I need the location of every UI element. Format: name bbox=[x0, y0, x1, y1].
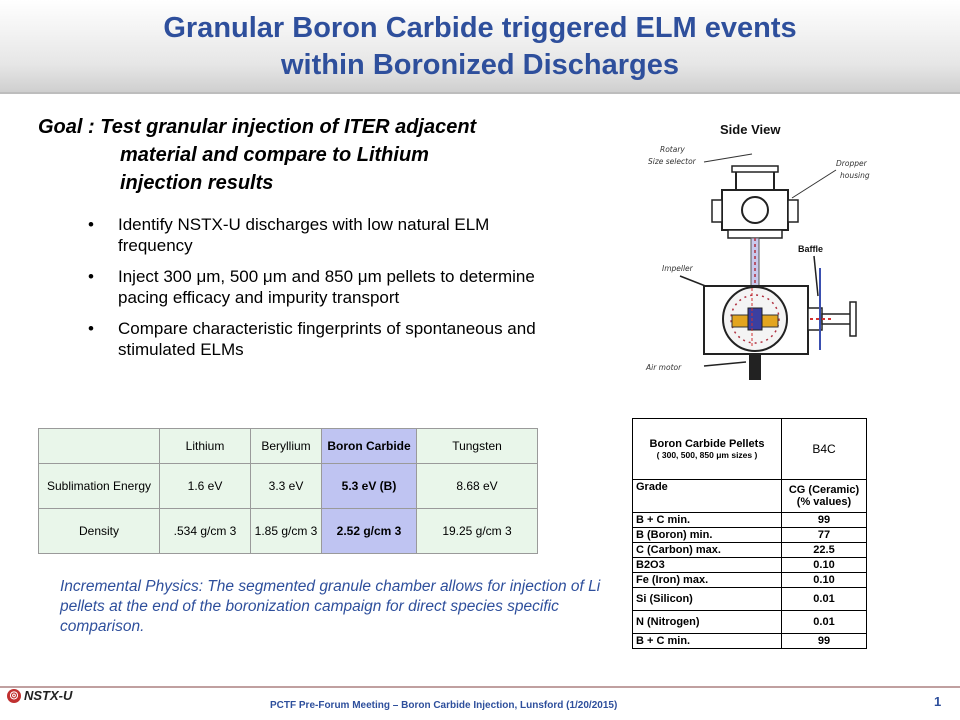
table-cell: 0.10 bbox=[782, 573, 867, 588]
material-properties-table bbox=[38, 428, 538, 554]
table-row bbox=[633, 543, 867, 558]
table-cell: 5.3 eV (B) bbox=[322, 464, 417, 509]
bullet-item: • Inject 300 μm, 500 μm and 850 μm pellets to determine pacing efficacy and impurity transport bbox=[88, 266, 568, 308]
table-header-cell: Lithium bbox=[160, 429, 251, 464]
nstx-u-logo bbox=[7, 688, 72, 703]
table-header-row bbox=[39, 429, 538, 464]
table-row-label: Sublimation Energy bbox=[39, 464, 160, 509]
table-row-label: Density bbox=[39, 509, 160, 554]
rotary-label: Rotary bbox=[660, 145, 685, 154]
table-cell: C (Carbon) max. bbox=[633, 543, 782, 558]
logo-text: NSTX-U bbox=[24, 688, 73, 703]
goal-line-3: injection results bbox=[120, 172, 274, 194]
table-cell: 77 bbox=[782, 528, 867, 543]
table-row bbox=[633, 573, 867, 588]
pellets-grade-label: Grade bbox=[633, 480, 782, 513]
bullet-item: • Compare characteristic fingerprints of spontaneous and stimulated ELMs bbox=[88, 318, 568, 360]
table-cell: 0.01 bbox=[782, 611, 867, 634]
table-cell: B2O3 bbox=[633, 558, 782, 573]
leader-line bbox=[814, 256, 818, 296]
exit-tube bbox=[822, 314, 852, 324]
table-cell: 0.10 bbox=[782, 558, 867, 573]
table-cell: 22.5 bbox=[782, 543, 867, 558]
title-bar bbox=[0, 0, 960, 94]
table-cell: 0.01 bbox=[782, 588, 867, 611]
footer-meeting-text: PCTF Pre-Forum Meeting – Boron Carbide Injection, Lunsford (1/20/2015) bbox=[270, 700, 618, 711]
pellets-formula: B4C bbox=[782, 419, 867, 480]
dropper-label: Dropper bbox=[836, 159, 867, 168]
bullet-item: • Identify NSTX-U discharges with low natural ELM frequency bbox=[88, 214, 568, 256]
side-port-left bbox=[712, 200, 722, 222]
table-cell: 1.6 eV bbox=[160, 464, 251, 509]
pellets-title-cell bbox=[633, 419, 782, 480]
table-cell: 1.85 g/cm 3 bbox=[251, 509, 322, 554]
top-flange bbox=[736, 170, 774, 190]
table-row bbox=[39, 464, 538, 509]
bullet-list bbox=[88, 214, 568, 370]
lower-flange bbox=[728, 230, 782, 238]
air-motor-label: Air motor bbox=[646, 363, 682, 372]
table-row bbox=[633, 558, 867, 573]
table-row bbox=[633, 611, 867, 634]
exit-flange bbox=[850, 302, 856, 336]
table-cell: B + C min. bbox=[633, 513, 782, 528]
table-row bbox=[633, 634, 867, 649]
diagram-title: Side View bbox=[720, 122, 781, 137]
housing-label: housing bbox=[840, 171, 870, 180]
side-view-diagram bbox=[640, 118, 940, 388]
pellets-grade-row bbox=[633, 480, 867, 513]
top-cap bbox=[732, 166, 778, 172]
air-motor-shaft bbox=[749, 354, 761, 380]
logo-icon: ◎ bbox=[7, 689, 21, 703]
table-cell: B + C min. bbox=[633, 634, 782, 649]
leader-line bbox=[704, 154, 752, 162]
impeller-label: Impeller bbox=[662, 264, 693, 273]
table-cell: 19.25 g/cm 3 bbox=[417, 509, 538, 554]
slide-title bbox=[60, 10, 900, 84]
pellets-composition-table bbox=[632, 418, 867, 649]
pellets-title: Boron Carbide Pellets bbox=[649, 438, 765, 450]
pellets-subtitle: ( 300, 500, 850 μm sizes ) bbox=[656, 450, 758, 460]
table-cell: Fe (Iron) max. bbox=[633, 573, 782, 588]
table-cell: 99 bbox=[782, 513, 867, 528]
table-cell: .534 g/cm 3 bbox=[160, 509, 251, 554]
goal-line-1: Goal : Test granular injection of ITER adjacent bbox=[38, 116, 477, 138]
table-cell: N (Nitrogen) bbox=[633, 611, 782, 634]
footer-divider bbox=[0, 686, 960, 688]
impeller-hub bbox=[748, 308, 762, 330]
table-header-cell bbox=[39, 429, 160, 464]
table-cell: 3.3 eV bbox=[251, 464, 322, 509]
title-line-1: Granular Boron Carbide triggered ELM events bbox=[163, 12, 797, 44]
leader-line bbox=[792, 170, 836, 198]
table-cell: 2.52 g/cm 3 bbox=[322, 509, 417, 554]
incremental-physics-note: Incremental Physics: The segmented granule chamber allows for injection of Li pellets at the end of the boronization campaign for direct species specific comparison. bbox=[60, 578, 601, 635]
table-header-cell: Tungsten bbox=[417, 429, 538, 464]
view-port bbox=[742, 197, 768, 223]
table-cell: 8.68 eV bbox=[417, 464, 538, 509]
pellets-header-row bbox=[633, 419, 867, 480]
table-row bbox=[39, 509, 538, 554]
table-cell: B (Boron) min. bbox=[633, 528, 782, 543]
side-port-right bbox=[788, 200, 798, 222]
size-selector-label: Size selector bbox=[648, 157, 696, 166]
pellets-grade-value: CG (Ceramic) (% values) bbox=[782, 480, 867, 513]
table-row bbox=[633, 588, 867, 611]
goal-statement bbox=[38, 113, 598, 197]
baffle-label: Baffle bbox=[798, 244, 824, 254]
table-header-cell: Boron Carbide bbox=[322, 429, 417, 464]
table-row bbox=[633, 528, 867, 543]
title-line-2: within Boronized Discharges bbox=[281, 49, 679, 81]
page-number: 1 bbox=[934, 694, 942, 709]
goal-line-2: material and compare to Lithium bbox=[120, 144, 429, 166]
leader-line bbox=[704, 362, 746, 366]
table-row bbox=[633, 513, 867, 528]
table-header-cell: Beryllium bbox=[251, 429, 322, 464]
table-cell: Si (Silicon) bbox=[633, 588, 782, 611]
table-cell: 99 bbox=[782, 634, 867, 649]
